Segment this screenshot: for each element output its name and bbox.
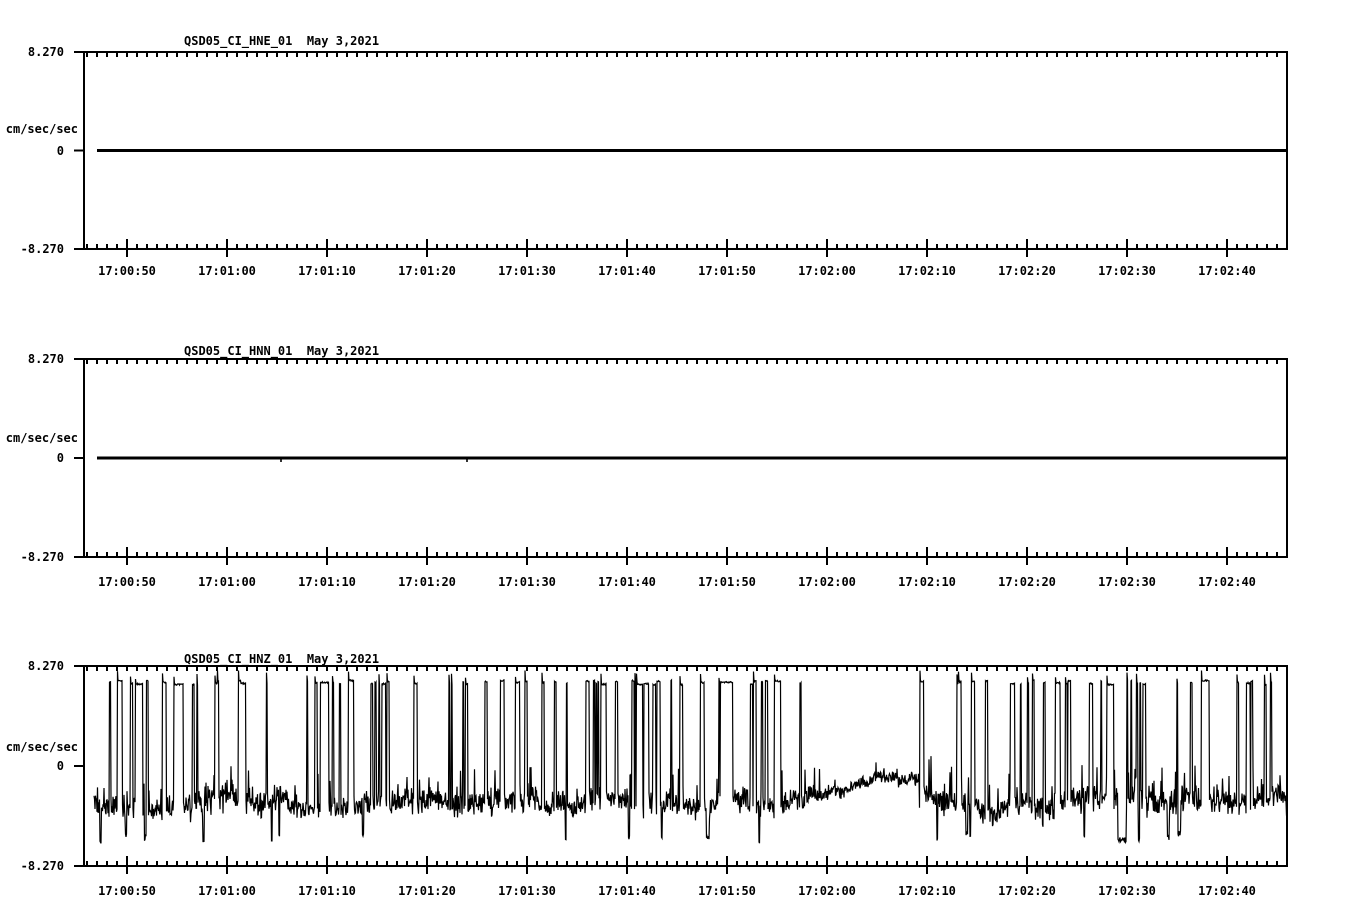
x-tick-label: 17:02:40 (1198, 884, 1256, 898)
chart-title: QSD05_CI_HNZ_01 May 3,2021 (184, 652, 380, 666)
x-tick-label: 17:00:50 (98, 884, 156, 898)
y-axis-zero-label: 0 (56, 451, 64, 465)
y-axis-min-label: -8.270 (20, 859, 64, 873)
x-tick-label: 17:01:40 (598, 575, 656, 589)
y-axis-min-label: -8.270 (20, 550, 64, 564)
chart-title: QSD05_CI_HNE_01 May 3,2021 (184, 34, 380, 48)
y-axis-ticks (74, 666, 84, 866)
y-axis-unit-label: cm/sec/sec (5, 122, 78, 136)
y-axis-max-label: 8.270 (27, 659, 64, 673)
x-tick-label: 17:02:10 (898, 884, 956, 898)
y-axis-ticks (74, 52, 84, 249)
y-axis-min-label: -8.270 (20, 242, 64, 256)
chart-title: QSD05_CI_HNN_01 May 3,2021 (184, 344, 380, 358)
x-tick-label: 17:01:20 (398, 264, 456, 278)
x-tick-label: 17:00:50 (98, 575, 156, 589)
y-axis-max-label: 8.270 (27, 352, 64, 366)
x-tick-label: 17:01:20 (398, 575, 456, 589)
x-tick-label: 17:02:20 (998, 575, 1056, 589)
x-tick-label: 17:01:00 (198, 264, 256, 278)
x-tick-label: 17:01:10 (298, 575, 356, 589)
x-tick-label: 17:01:20 (398, 884, 456, 898)
x-tick-label: 17:01:40 (598, 884, 656, 898)
y-axis-ticks (74, 359, 84, 557)
x-tick-label: 17:02:00 (798, 884, 856, 898)
x-tick-label: 17:00:50 (98, 264, 156, 278)
chart-plot-area (74, 666, 1287, 874)
y-axis-zero-label: 0 (56, 759, 64, 773)
x-tick-label: 17:02:30 (1098, 575, 1156, 589)
x-tick-label: 17:02:40 (1198, 575, 1256, 589)
x-tick-label: 17:01:10 (298, 264, 356, 278)
x-tick-label: 17:02:20 (998, 264, 1056, 278)
chart-plot-area (74, 52, 1287, 257)
chart-plot-area (74, 359, 1287, 565)
x-tick-label: 17:02:40 (1198, 264, 1256, 278)
x-tick-label: 17:02:10 (898, 575, 956, 589)
x-tick-label: 17:01:30 (498, 264, 556, 278)
x-tick-label: 17:02:10 (898, 264, 956, 278)
x-tick-label: 17:01:00 (198, 884, 256, 898)
waveform-trace (94, 671, 1287, 844)
x-tick-label: 17:01:00 (198, 575, 256, 589)
y-axis-unit-label: cm/sec/sec (5, 740, 78, 754)
y-axis-zero-label: 0 (56, 143, 64, 158)
x-tick-label: 17:01:30 (498, 575, 556, 589)
x-tick-label: 17:02:30 (1098, 884, 1156, 898)
x-tick-label: 17:01:50 (698, 575, 756, 589)
x-tick-label: 17:02:00 (798, 575, 856, 589)
x-tick-label: 17:01:50 (698, 264, 756, 278)
x-tick-label: 17:01:30 (498, 884, 556, 898)
x-tick-label: 17:01:40 (598, 264, 656, 278)
x-tick-label: 17:01:50 (698, 884, 756, 898)
x-tick-label: 17:01:10 (298, 884, 356, 898)
x-tick-label: 17:02:30 (1098, 264, 1156, 278)
x-tick-label: 17:02:20 (998, 884, 1056, 898)
y-axis-max-label: 8.270 (27, 45, 64, 59)
x-tick-label: 17:02:00 (798, 264, 856, 278)
y-axis-unit-label: cm/sec/sec (5, 431, 78, 445)
